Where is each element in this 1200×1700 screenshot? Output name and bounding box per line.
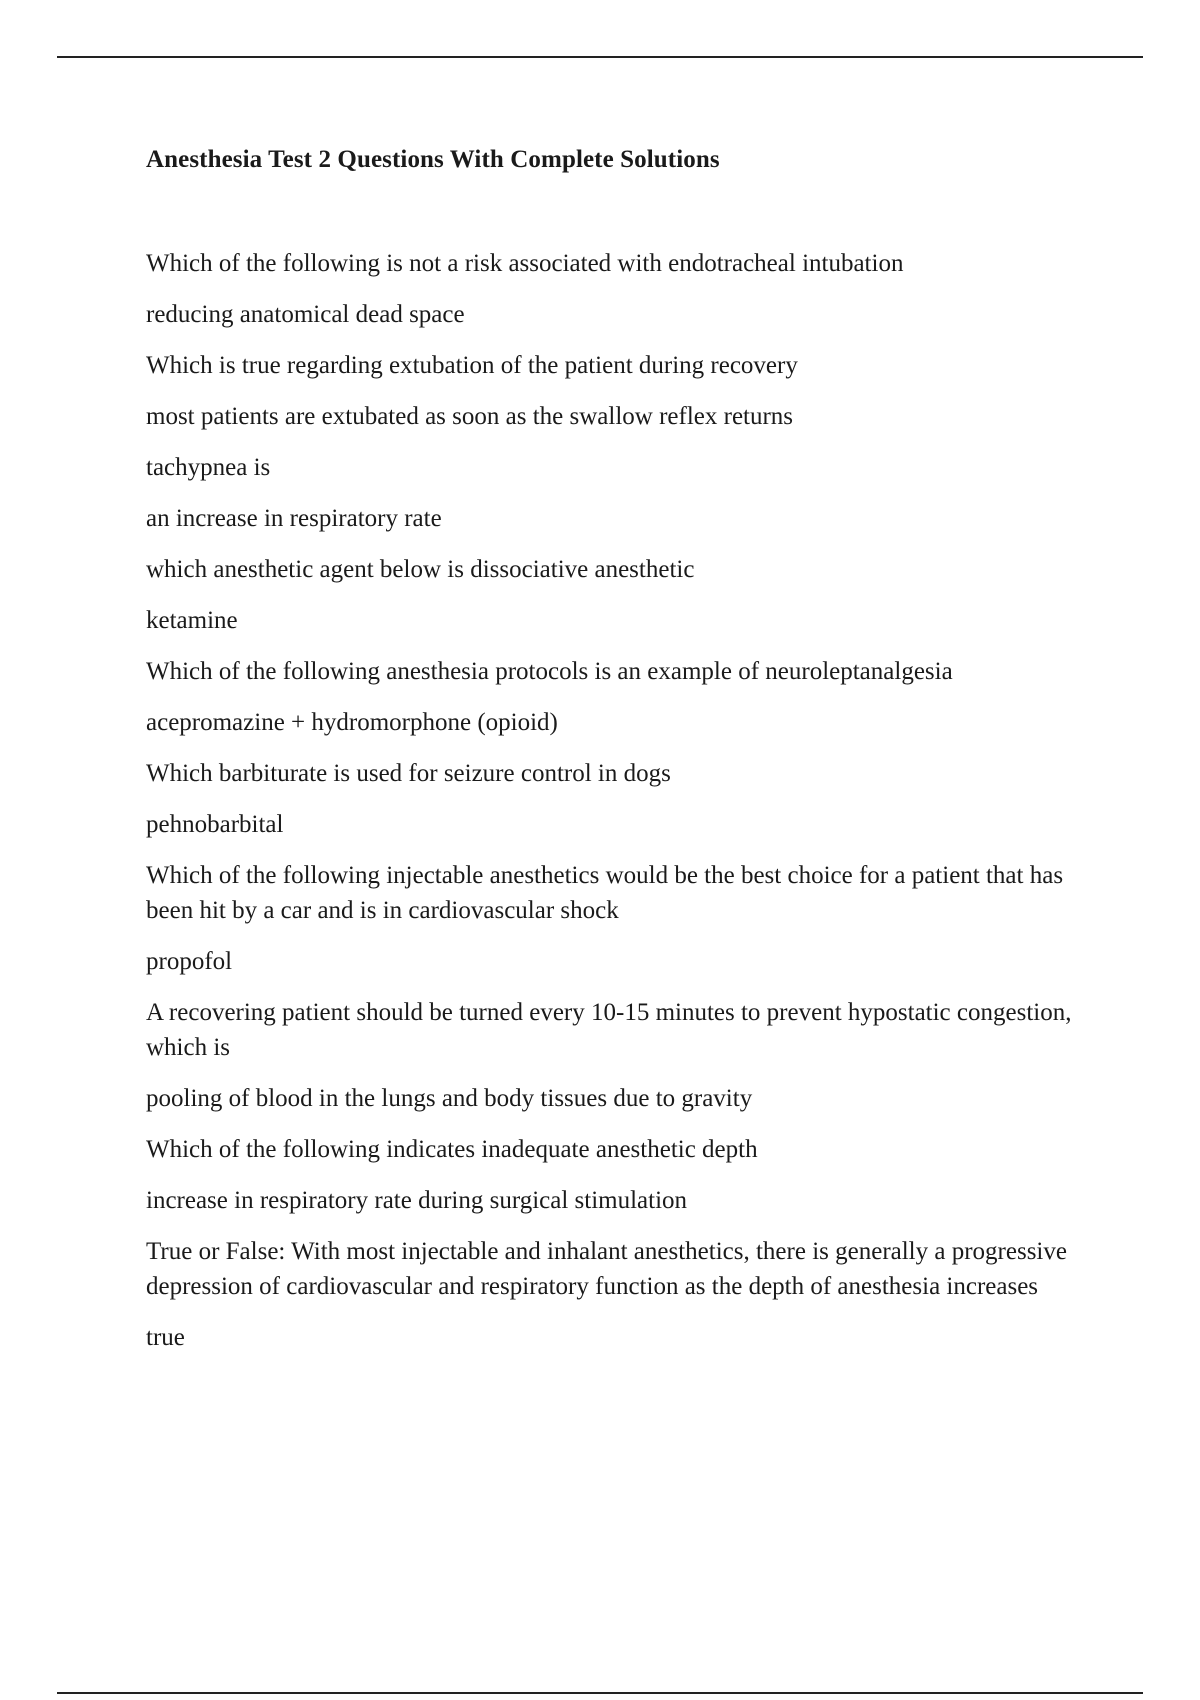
answer-text: acepromazine + hydromorphone (opioid) bbox=[146, 709, 558, 736]
answer-text: increase in respiratory rate during surgical stimulation bbox=[146, 1187, 688, 1214]
page-title: Anesthesia Test 2 Questions With Complete Solutions bbox=[146, 146, 720, 173]
answer-text: reducing anatomical dead space bbox=[146, 301, 465, 328]
question-text: A recovering patient should be turned every 10-15 minutes to prevent hypostatic congestion, which is bbox=[146, 999, 1072, 1061]
answer-text: pooling of blood in the lungs and body tissues due to gravity bbox=[146, 1085, 753, 1112]
question-text: which anesthetic agent below is dissociative anesthetic bbox=[146, 556, 695, 583]
question-text: Which of the following anesthesia protocols is an example of neuroleptanalgesia bbox=[146, 658, 953, 685]
header-rule bbox=[57, 56, 1143, 58]
qa-list bbox=[146, 246, 1096, 1355]
question-text: Which is true regarding extubation of the patient during recovery bbox=[146, 352, 798, 379]
answer-text: ketamine bbox=[146, 607, 238, 634]
answer-text: most patients are extubated as soon as the swallow reflex returns bbox=[146, 403, 794, 430]
question-text: Which barbiturate is used for seizure control in dogs bbox=[146, 760, 671, 787]
question-text: Which of the following injectable anesthetics would be the best choice for a patient that has been hit by a car and is in cardiovascular shock bbox=[146, 862, 1064, 924]
question-text: tachypnea is bbox=[146, 454, 271, 481]
answer-text: an increase in respiratory rate bbox=[146, 505, 442, 532]
question-text: Which of the following indicates inadequate anesthetic depth bbox=[146, 1136, 758, 1163]
answer-text: pehnobarbital bbox=[146, 811, 284, 838]
question-text: Which of the following is not a risk associated with endotracheal intubation bbox=[146, 250, 904, 277]
question-text: True or False: With most injectable and inhalant anesthetics, there is generally a progressive depression of cardiovascular and respiratory function as the depth of anesthesia increases bbox=[146, 1238, 1067, 1300]
answer-text: true bbox=[146, 1324, 185, 1351]
answer-text: propofol bbox=[146, 948, 233, 975]
footer-rule bbox=[57, 1692, 1143, 1694]
